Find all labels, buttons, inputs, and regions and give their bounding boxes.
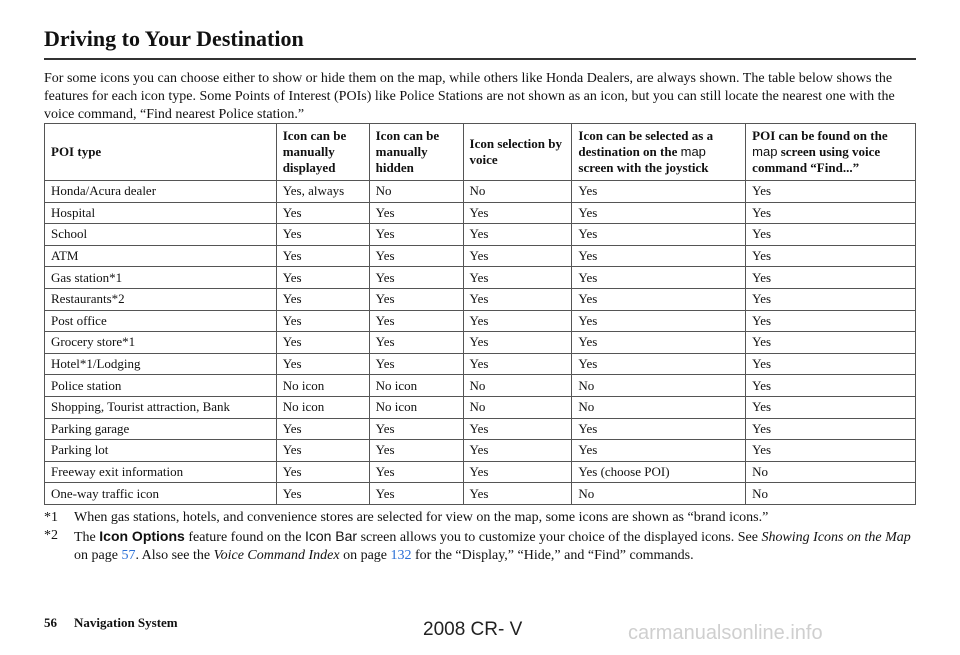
table-row: [45, 483, 916, 505]
title-rule: [44, 58, 916, 60]
table-cell: Yes: [463, 332, 572, 354]
table-cell: Yes: [276, 483, 369, 505]
table-cell: Yes: [463, 288, 572, 310]
table-cell: Yes: [572, 332, 746, 354]
table-cell: No: [572, 483, 746, 505]
table-cell: Yes: [746, 288, 916, 310]
header-displayed: Icon can be manually displayed: [276, 124, 369, 181]
table-cell: No: [369, 181, 463, 203]
table-cell: Yes: [572, 418, 746, 440]
table-cell: Yes: [369, 267, 463, 289]
table-cell: Yes: [572, 245, 746, 267]
table-cell: No: [463, 181, 572, 203]
table-cell: Yes: [572, 310, 746, 332]
table-cell: No: [746, 461, 916, 483]
footnotes: [44, 509, 924, 565]
footnote-2: [44, 527, 924, 565]
table-cell: Yes: [572, 440, 746, 462]
page-link-57[interactable]: 57: [121, 548, 136, 563]
icon-bar-term: Icon Bar: [304, 528, 358, 544]
table-body: [45, 181, 916, 505]
table-row: [45, 288, 916, 310]
table-cell: Yes: [463, 461, 572, 483]
table-row: [45, 202, 916, 224]
page-link-132[interactable]: 132: [390, 548, 412, 563]
table-cell: Yes (choose POI): [572, 461, 746, 483]
table-cell: Yes: [276, 224, 369, 246]
table-cell: Yes: [572, 202, 746, 224]
table-cell: Yes: [746, 353, 916, 375]
table-cell: No icon: [276, 375, 369, 397]
table-cell: Yes: [369, 418, 463, 440]
table-cell: Yes: [572, 267, 746, 289]
table-cell: Yes: [746, 224, 916, 246]
table-cell: Yes: [463, 440, 572, 462]
table-cell: Yes: [369, 245, 463, 267]
table-cell: Yes: [276, 353, 369, 375]
footnote-text: The Icon Options feature found on the Icon Bar screen allows you to customize your choice of the displayed icons. See Showing Icons on the Map on page 57. Also see the Voice Command Index on page 132 for the “Display,” “Hide,” and “Find” commands.: [74, 528, 911, 563]
table-cell: No: [572, 375, 746, 397]
table-cell: Yes: [746, 332, 916, 354]
table-cell: Yes: [276, 461, 369, 483]
table-cell: Yes: [746, 202, 916, 224]
table-cell: Yes: [463, 418, 572, 440]
table-cell: Yes: [276, 267, 369, 289]
table-cell: Yes: [369, 483, 463, 505]
ref-showing-icons: Showing Icons on the Map: [761, 530, 911, 545]
table-cell: Yes: [276, 332, 369, 354]
table-cell: Yes: [463, 245, 572, 267]
header-find: POI can be found on the map screen using voice command “Find...”: [746, 124, 916, 181]
table-cell: No: [463, 396, 572, 418]
table-row: [45, 440, 916, 462]
table-cell: Yes: [276, 202, 369, 224]
table-cell: Restaurants*2: [45, 288, 277, 310]
table-cell: Parking garage: [45, 418, 277, 440]
table-row: [45, 245, 916, 267]
table-cell: Yes: [746, 440, 916, 462]
table-cell: Yes: [572, 353, 746, 375]
table-cell: No: [463, 375, 572, 397]
table-cell: ATM: [45, 245, 277, 267]
table-cell: Honda/Acura dealer: [45, 181, 277, 203]
table-cell: Yes: [276, 418, 369, 440]
table-cell: Hospital: [45, 202, 277, 224]
table-cell: Yes: [276, 288, 369, 310]
section-name: Navigation System: [74, 615, 178, 630]
table-cell: Yes: [369, 310, 463, 332]
header-poi-type: POI type: [45, 124, 277, 181]
header-hidden: Icon can be manually hidden: [369, 124, 463, 181]
page-number: 56: [44, 615, 57, 630]
table-cell: Yes: [746, 310, 916, 332]
table-cell: Yes: [369, 440, 463, 462]
table-cell: One-way traffic icon: [45, 483, 277, 505]
table-cell: Yes: [746, 396, 916, 418]
table-cell: Yes: [276, 310, 369, 332]
poi-table: [44, 123, 916, 505]
table-cell: Yes: [746, 418, 916, 440]
table-cell: Yes: [369, 332, 463, 354]
footnote-text: When gas stations, hotels, and convenience stores are selected for view on the map, some icons are shown as “brand icons.”: [74, 510, 769, 525]
table-cell: Yes: [276, 440, 369, 462]
table-row: [45, 224, 916, 246]
footnote-mark: *2: [44, 528, 58, 543]
table-cell: Yes: [463, 202, 572, 224]
table-cell: Yes: [463, 353, 572, 375]
table-cell: School: [45, 224, 277, 246]
table-cell: Yes, always: [276, 181, 369, 203]
table-row: [45, 267, 916, 289]
table-cell: Shopping, Tourist attraction, Bank: [45, 396, 277, 418]
table-cell: Yes: [369, 202, 463, 224]
table-row: [45, 396, 916, 418]
ref-voice-command-index: Voice Command Index: [213, 548, 340, 563]
table-row: [45, 418, 916, 440]
table-cell: Police station: [45, 375, 277, 397]
table-cell: Yes: [746, 267, 916, 289]
table-row: [45, 181, 916, 203]
table-cell: Yes: [572, 181, 746, 203]
table-cell: No: [746, 483, 916, 505]
table-cell: Post office: [45, 310, 277, 332]
model-label: 2008 CR- V: [423, 619, 523, 640]
table-cell: Hotel*1/Lodging: [45, 353, 277, 375]
map-screen-term: map: [680, 144, 706, 159]
table-cell: Yes: [369, 353, 463, 375]
map-screen-term: map: [752, 144, 778, 159]
footnote-1: [44, 509, 924, 527]
table-row: [45, 310, 916, 332]
table-cell: Yes: [746, 181, 916, 203]
table-cell: Yes: [369, 288, 463, 310]
icon-options-term: Icon Options: [99, 528, 185, 544]
table-cell: No icon: [369, 396, 463, 418]
intro-paragraph: For some icons you can choose either to show or hide them on the map, while others like Honda Dealers, are always shown. The table below shows the features for each icon type. Some Points of Interest (POIs) like Police Stations are not shown as an icon, but you can still locate the nearest one with the voice command, “Find nearest Police station.”: [44, 71, 895, 122]
table-row: [45, 353, 916, 375]
table-cell: Grocery store*1: [45, 332, 277, 354]
table-cell: No icon: [369, 375, 463, 397]
table-cell: Yes: [463, 483, 572, 505]
table-cell: Freeway exit information: [45, 461, 277, 483]
watermark: carmanualsonline.info: [628, 622, 823, 644]
table-cell: Yes: [463, 267, 572, 289]
table-cell: Yes: [746, 245, 916, 267]
header-voice: Icon selection by voice: [463, 124, 572, 181]
footnote-mark: *1: [44, 510, 58, 525]
table-cell: No icon: [276, 396, 369, 418]
table-cell: Parking lot: [45, 440, 277, 462]
table-header-row: [45, 124, 916, 181]
page-title: Driving to Your Destination: [44, 26, 304, 51]
table-cell: Gas station*1: [45, 267, 277, 289]
table-cell: Yes: [369, 461, 463, 483]
table-row: [45, 461, 916, 483]
table-cell: Yes: [463, 224, 572, 246]
table-row: [45, 375, 916, 397]
table-cell: Yes: [369, 224, 463, 246]
table-row: [45, 332, 916, 354]
table-cell: Yes: [746, 375, 916, 397]
table-cell: Yes: [276, 245, 369, 267]
table-cell: No: [572, 396, 746, 418]
table-cell: Yes: [463, 310, 572, 332]
table-cell: Yes: [572, 288, 746, 310]
table-cell: Yes: [572, 224, 746, 246]
header-destination: Icon can be selected as a destination on the map screen with the joystick: [572, 124, 746, 181]
